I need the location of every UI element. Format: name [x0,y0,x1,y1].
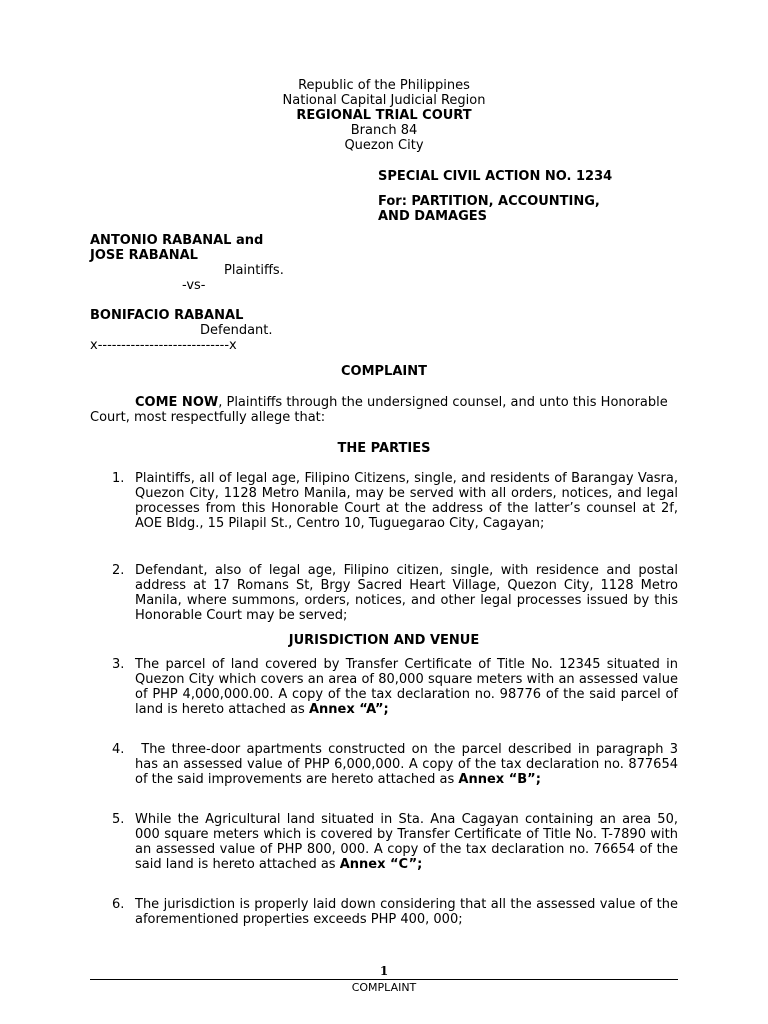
caption-separator: x----------------------------x [90,338,237,353]
header-city: Quezon City [344,138,424,153]
plaintiff-names-line2: JOSE RABANAL [90,248,198,263]
paragraph-3 [112,657,678,717]
case-number: SPECIAL CIVIL ACTION NO. 1234 [378,169,613,184]
paragraph-text: The parcel of land covered by Transfer Certificate of Title No. 12345 situated in Quezon City which covers an area of 80,000 square meters with an assessed value of PHP 4,000,000.00. A copy of the tax declaration no. 98776 of the said parcel of land is hereto attached as [135,657,678,717]
header-branch: Branch 84 [350,123,418,138]
intro-paragraph [90,395,678,425]
section-heading-parties: THE PARTIES [337,441,431,456]
document-title: COMPLAINT [341,364,427,379]
paragraph-number: 6. [112,897,125,912]
paragraph-number: 5. [112,812,125,827]
paragraph-text-wrap [135,657,678,717]
paragraph-number: 4. [112,742,125,757]
paragraph-number: 1. [112,471,125,486]
annex-reference: Annex “A”; [308,702,389,717]
annex-reference: Annex “C”; [339,857,423,872]
plaintiff-names-line1: ANTONIO RABANAL and [90,233,264,248]
case-nature-line2: AND DAMAGES [378,209,488,224]
versus: -vs- [182,278,206,293]
paragraph-number: 3. [112,657,125,672]
case-info [378,169,668,224]
paragraph-text: While the Agricultural land situated in Sta. Ana Cagayan containing an area 50, 000 square meters which is covered by Transfer Certificate of Title No. T-7890 with an assessed value of PHP 800, 000. A copy of the tax declaration no. 76654 of the said land is hereto attached as [135,812,678,872]
paragraph-4 [112,742,683,787]
paragraph-text-wrap [135,742,683,787]
footer-label: COMPLAINT [351,981,417,994]
paragraph-5 [112,812,678,872]
case-nature-line1: For: PARTITION, ACCOUNTING, [378,194,600,209]
paragraph-text: The three-door apartments constructed on the parcel described in paragraph 3 has an assessed value of PHP 6,000,000. A copy of the tax declaration no. 877654 of the said improvements are hereto attached as [135,742,683,787]
court-header [0,78,768,153]
paragraph-text: The jurisdiction is properly laid down considering that all the assessed value of the aforementioned properties exceeds PHP 400, 000; [135,897,678,927]
paragraph-text-wrap [135,812,678,872]
header-republic: Republic of the Philippines [298,78,470,93]
page-number: 1 [379,964,389,978]
paragraph-6 [112,897,678,927]
intro-rest: , Plaintiffs through the undersigned counsel, and unto this Honorable Court, most respectfully allege that: [90,395,668,425]
defendant-role: Defendant. [200,323,273,338]
paragraph-number: 2. [112,563,125,578]
paragraph-1 [112,471,678,531]
paragraph-text: Defendant, also of legal age, Filipino citizen, single, with residence and postal address at 17 Romans St, Brgy Sacred Heart Village, Quezon City, 1128 Metro Manila, where summons, orders, notices, and other legal processes issued by this Honorable Court may be served; [135,563,678,623]
parties-caption [90,233,350,353]
intro-lead: COME NOW [135,395,219,410]
plaintiffs-role: Plaintiffs. [224,263,284,278]
paragraph-2 [112,563,678,623]
defendant-name: BONIFACIO RABANAL [90,308,244,323]
annex-reference: Annex “B”; [458,772,541,787]
paragraph-text: Plaintiffs, all of legal age, Filipino Citizens, single, and residents of Barangay Vasra, Quezon City, 1128 Metro Manila, may be served with all orders, notices, and legal processes from this Honorable Court at the address of the latter’s counsel at 2f, AOE Bldg., 15 Pilapil St., Centro 10, Tuguegarao City, Cagayan; [135,471,678,531]
section-heading-jurisdiction: JURISDICTION AND VENUE [288,633,480,648]
intro-text [90,395,678,425]
header-region: National Capital Judicial Region [282,93,486,108]
header-court: REGIONAL TRIAL COURT [296,108,472,123]
